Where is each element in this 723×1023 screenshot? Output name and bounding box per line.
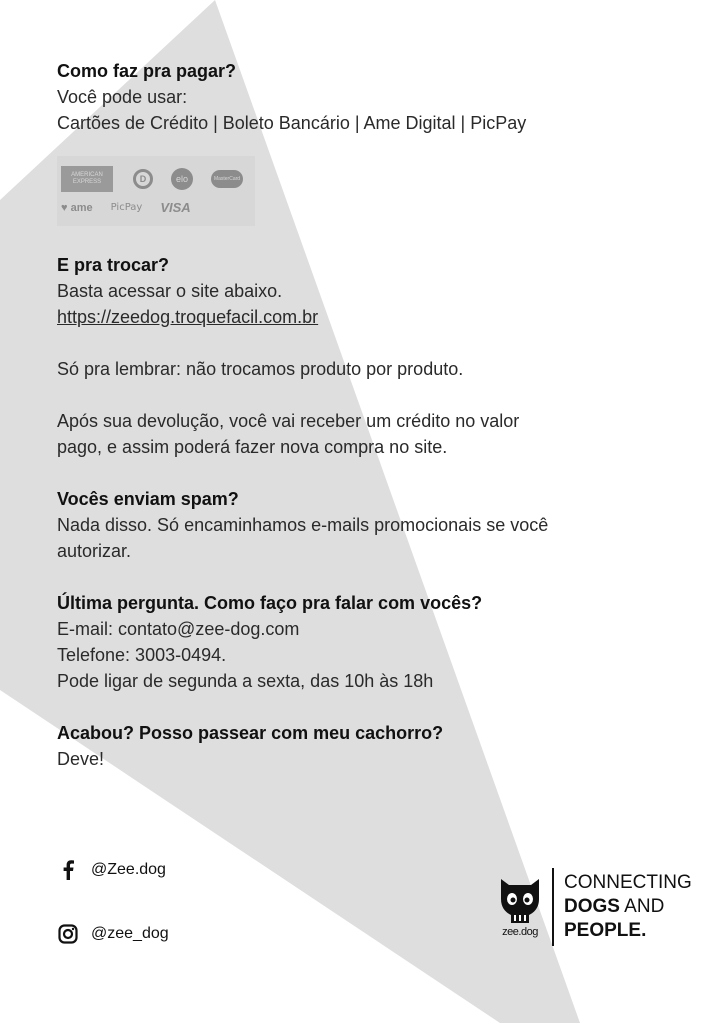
faq-content [57, 58, 697, 772]
brand-name: zee.dog [502, 925, 538, 938]
visa-logo: VISA [160, 200, 191, 215]
payment-intro: Você pode usar: [57, 87, 188, 107]
brand-tagline [564, 871, 692, 943]
exchange-credit-line2: pago, e assim poderá fazer nova compra no site. [57, 437, 448, 457]
walk-answer: Deve! [57, 749, 105, 769]
tagline-line1: CONNECTING [564, 872, 692, 893]
elo-logo: elo [171, 168, 193, 190]
question-spam: Vocês enviam spam? [57, 489, 239, 509]
facebook-icon [57, 859, 79, 881]
brand-logo [492, 868, 692, 946]
exchange-link[interactable]: https://zeedog.troquefacil.com.br [57, 307, 319, 327]
question-walk: Acabou? Posso passear com meu cachorro? [57, 723, 444, 743]
diners-logo: D [133, 169, 153, 189]
tagline-and: AND [619, 896, 665, 917]
brand-divider [552, 868, 554, 946]
picpay-logo: PicPay [110, 202, 143, 213]
payment-logos [57, 156, 255, 226]
question-payment: Como faz pra pagar? [57, 61, 237, 81]
instagram-handle: @zee_dog [91, 925, 169, 942]
payment-methods: Cartões de Crédito | Boleto Bancário | Ame Digital | PicPay [57, 113, 527, 133]
facebook-handle: @Zee.dog [91, 861, 166, 878]
zeedog-mascot-logo [492, 877, 548, 938]
exchange-credit-line1: Após sua devolução, você vai receber um crédito no valor [57, 411, 520, 431]
spam-answer-line1: Nada disso. Só encaminhamos e-mails promocionais se você [57, 515, 549, 535]
spam-answer-line2: autorizar. [57, 541, 132, 561]
tagline-dogs: DOGS [564, 896, 620, 917]
instagram-link[interactable] [57, 923, 169, 945]
question-contact: Última pergunta. Como faço pra falar com vocês? [57, 593, 483, 613]
facebook-link[interactable] [57, 859, 166, 881]
tagline-people: PEOPLE. [564, 920, 647, 941]
amex-logo: AMERICAN EXPRESS [61, 166, 113, 192]
contact-hours: Pode ligar de segunda a sexta, das 10h às 18h [57, 671, 434, 691]
exchange-reminder: Só pra lembrar: não trocamos produto por produto. [57, 359, 464, 379]
instagram-icon [57, 923, 79, 945]
ame-logo: ♥ ame [61, 201, 93, 214]
contact-phone: Telefone: 3003-0494. [57, 645, 227, 665]
exchange-instruction: Basta acessar o site abaixo. [57, 281, 283, 301]
dog-skull-icon [497, 877, 543, 925]
mastercard-logo: MasterCard [211, 170, 243, 188]
question-exchange: E pra trocar? [57, 255, 170, 275]
contact-email: E-mail: contato@zee-dog.com [57, 619, 300, 639]
